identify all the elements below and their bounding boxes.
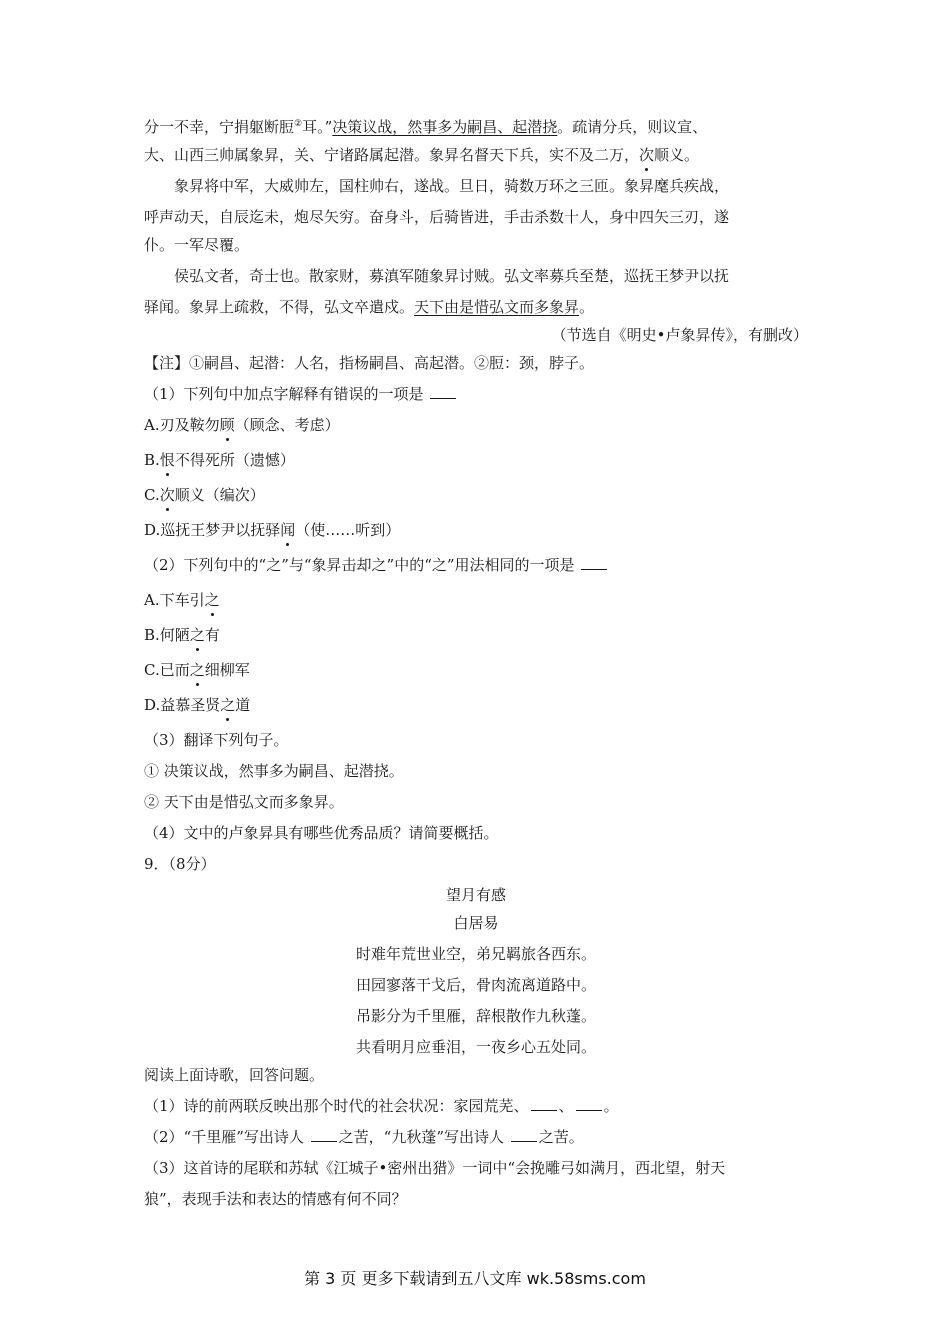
q1-option-c: C.次顺义（编次） — [144, 481, 808, 509]
poem-line: 共看明月应垂泪，一夜乡心五处同。 — [355, 1038, 596, 1056]
footnote-marker: ② — [294, 119, 303, 129]
q9-sub-3-cont: 狼”，表现手法和表达的情感有何不同？ — [144, 1190, 407, 1208]
passage-line: 仆。一军尽覆。 — [144, 236, 250, 254]
text: （1）下列句中加点字解释有错误的一项是 — [144, 385, 424, 403]
answer-blank — [531, 1096, 557, 1111]
poem-title: 望月有感 — [445, 886, 506, 904]
poem-line: 吊影分为千里雁，辞根散作九秋蓬。 — [355, 1007, 596, 1025]
poem-instruction: 阅读上面诗歌，回答问题。 — [144, 1066, 325, 1084]
passage-line: 象昇将中军，大威帅左，国柱帅右，遂战。旦日，骑数万环之三匝。象昇麾兵疾战， — [174, 177, 730, 195]
text: 。疏请分兵，则议宣、 — [557, 118, 708, 136]
poem-line: 时难年荒世业空，弟兄羁旅各西东。 — [355, 945, 596, 963]
answer-blank — [576, 1096, 602, 1111]
page-footer: 第 3 页 更多下载请到五八文库 wk.58sms.com — [304, 1269, 646, 1288]
q1-option-d: D.巡抚王梦尹以抚驿闻（使……听到） — [144, 516, 808, 544]
dotted-char: 闻 — [280, 516, 295, 544]
q9-sub-2: （2）“千里雁”写出诗人 之苦，“九秋蓬”写出诗人 之苦。 — [144, 1128, 584, 1146]
source-citation: （节选自《明史•卢象昇传》，有删改） — [551, 326, 808, 344]
text: 。 — [579, 298, 595, 316]
question-1-stem — [144, 380, 808, 408]
dotted-char: 次 — [160, 481, 175, 509]
passage-line — [144, 141, 808, 169]
question-3-stem: （3）翻译下列句子。 — [144, 731, 289, 749]
answer-blank — [311, 1127, 337, 1142]
text: 大、山西三帅属象昇，关、宁诸路属起潜。象昇名督天下兵，实不及二万， — [144, 146, 640, 164]
q2-option-b: B.何陋之有 — [144, 621, 808, 649]
poem-author: 白居易 — [453, 914, 499, 932]
dotted-char: 之 — [190, 621, 205, 649]
dotted-char: 顾 — [220, 411, 235, 439]
annotation-note: 【注】①嗣昌、起潜：人名，指杨嗣昌、高起潜。②脰：颈，脖子。 — [144, 354, 595, 372]
dotted-char: 之 — [205, 586, 220, 614]
q2-option-d: D.益慕圣贤之道 — [144, 691, 808, 719]
question-2-stem — [144, 551, 808, 579]
dotted-char: 之 — [190, 656, 205, 684]
passage-line: 呼声动天，自辰迄未，炮尽矢穷。奋身斗，后骑皆进，手击杀数十人，身中四矢三刃，遂 — [144, 208, 730, 226]
text: 分一不幸，宁捐躯断脰 — [144, 118, 295, 136]
q1-option-a: A.刃及鞍勿顾（顾念、考虑） — [144, 411, 808, 439]
underlined-sentence: 决策议战，然事多为嗣昌、起潜挠 — [332, 118, 558, 136]
answer-blank — [581, 555, 607, 570]
dotted-char: 次 — [639, 141, 654, 169]
poem-line: 田园寥落干戈后，骨肉流离道路中。 — [355, 976, 596, 994]
passage-line — [144, 293, 808, 321]
page-content — [144, 110, 808, 1213]
q2-option-c: C.已而之细柳军 — [144, 656, 808, 684]
text: （2）下列句中的“之”与“象昇击却之”中的“之”用法相同的一项是 — [144, 556, 575, 574]
dotted-char: 恨 — [160, 446, 175, 474]
text: 耳。” — [302, 118, 333, 136]
question-9-header: 9．（8分） — [144, 855, 216, 873]
dotted-char: 之 — [220, 691, 235, 719]
q3-sentence-2: ② 天下由是惜弘文而多象昇。 — [144, 793, 344, 811]
q9-sub-1: （1）诗的前两联反映出那个时代的社会状况：家园荒芜、 、 。 — [144, 1097, 619, 1115]
q3-sentence-1: ① 决策议战，然事多为嗣昌、起潜挠。 — [144, 762, 404, 780]
text: 顺义。 — [654, 146, 700, 164]
underlined-sentence: 天下由是惜弘文而多象昇 — [414, 298, 580, 316]
q1-option-b: B.恨不得死所（遗憾） — [144, 446, 808, 474]
passage-line: 侯弘文者，奇士也。散家财，募滇军随象昇讨贼。弘文率募兵至楚，巡抚王梦尹以抚 — [174, 267, 730, 285]
answer-blank — [430, 384, 456, 399]
q9-sub-3: （3）这首诗的尾联和苏轼《江城子•密州出猎》一词中“会挽雕弓如满月，西北望，射天 — [144, 1159, 726, 1177]
q2-option-a: A.下车引之 — [144, 586, 808, 614]
passage-line — [144, 110, 808, 138]
answer-blank — [511, 1127, 537, 1142]
question-4-stem: （4）文中的卢象昇具有哪些优秀品质？请简要概括。 — [144, 824, 499, 842]
text: 驿闻。象昇上疏救，不得，弘文卒遣戍。 — [144, 298, 415, 316]
